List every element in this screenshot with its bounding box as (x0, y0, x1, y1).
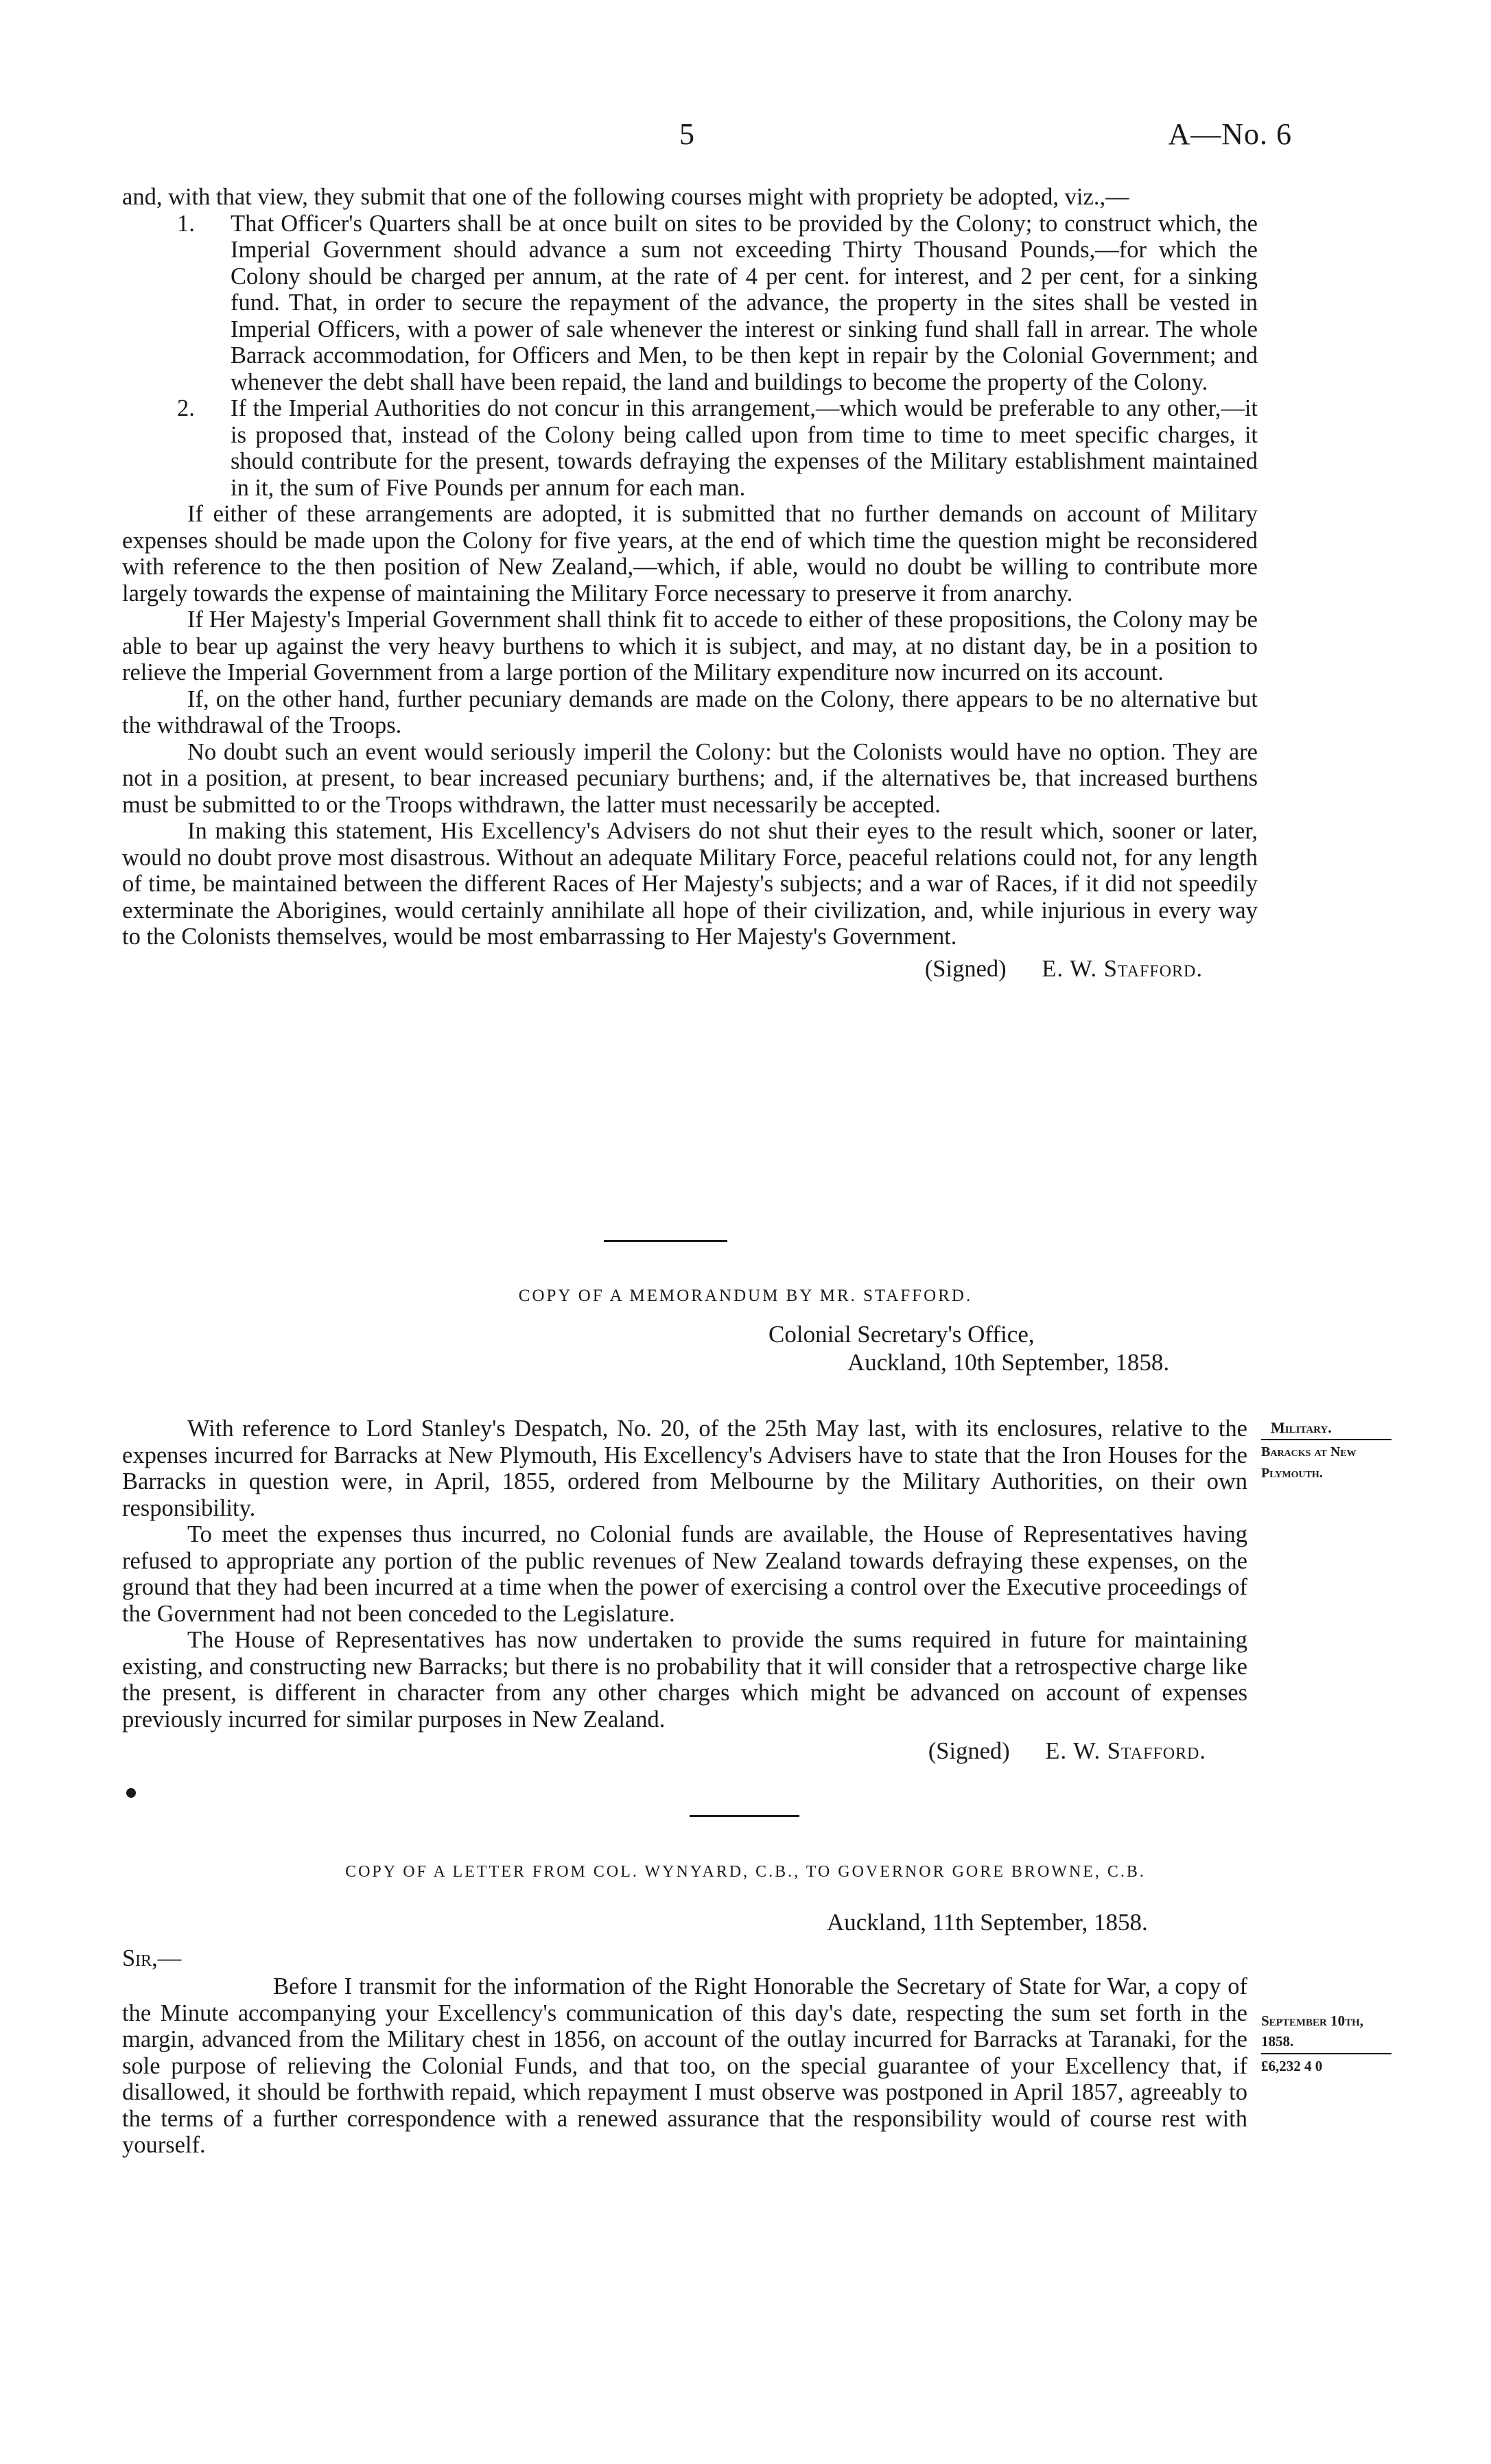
paragraph: Before I transmit for the information of the Right Honorable the Secretary of State for War, a copy of the Minute accompanying your Excellency's communication of this day's date, respecting the sum set forth in the margin, advanced from the Military chest in 1856, on account of the outlay incurred for Barracks at Taranaki, for the sole purpose of relieving the Colonial Funds, and that too, on the special guarantee of your Excellency that, if disallowed, it should be forthwith repaid, which repayment I must observe was postponed in April 1857, agreeably to the terms of a further correspondence with a renewed assurance that the responsibility would of course rest with yourself. (122, 1973, 1247, 2158)
memorandum-heading: COPY OF A MEMORANDUM BY MR. STAFFORD. (518, 1287, 973, 1305)
signatory: E. W. Stafford. (1042, 955, 1203, 982)
paragraph: The House of Representatives has now undertaken to provide the sums required in future for maintaining existing, and constructing new Barracks; but there is no probability that it will consider that a retrospective charge like the present, is different in character from any other charges which might be advanced on account of expenses previously incurred for similar purposes in New Zealand. (122, 1627, 1247, 1733)
document-reference: A—No. 6 (1168, 117, 1292, 151)
paragraph: If either of these arrangements are adopted, it is submitted that no further demands on account of Military expenses should be made upon the Colony for five years, at the end of which time the question might be reconsidered with reference to the then position of New Zealand,—which, if able, would no doubt be willing to contribute more largely towards the expense of maintaining the Military Force necessary to preserve it from anarchy. (122, 501, 1258, 607)
section-divider (604, 1240, 727, 1242)
office-line: Colonial Secretary's Office, (768, 1321, 1035, 1348)
paragraph: With reference to Lord Stanley's Despatch, No. 20, of the 25th May last, with its enclosures, relative to the expenses incurred for Barracks at New Plymouth, His Excellency's Advisers have to state that the Iron Houses for the Barracks in question were, in April, 1855, ordered from Melbourne by the Military Authorities, on their own responsibility. (122, 1416, 1247, 1521)
list-number: 1. (177, 210, 195, 237)
paragraph: In making this statement, His Excellency's Advisers do not shut their eyes to the result which, sooner or later, would no doubt prove most disastrous. Without an adequate Military Force, peaceful relations could not, for any length of time, be maintained between the different Races of Her Majesty's subjects; and a war of Races, if it did not speedily exterminate the Aborigines, would certainly annihilate all hope of their civilization, and, while injurious in every way to the Colonists themselves, would be most embarrassing to Her Majesty's Government. (122, 818, 1258, 950)
paragraph: No doubt such an event would seriously imperil the Colony: but the Colonists would have no option. They are not in a position, at present, to bear increased pecuniary burthens; and, if the alternatives be, that increased burthens must be submitted to or the Troops withdrawn, the latter must necessarily be accepted. (122, 738, 1258, 818)
margin-note-amount: £6,232 4 0 (1261, 2058, 1323, 2074)
margin-note-date: September 10th, (1261, 2013, 1364, 2029)
signed-label: (Signed) (928, 1738, 1010, 1764)
margin-note-rule (1261, 2053, 1392, 2054)
memorandum-body (122, 1416, 1247, 1765)
letter-body (122, 1973, 1247, 2159)
letter-dateline: Auckland, 11th September, 1858. (827, 1909, 1148, 1936)
list-item (122, 395, 1258, 501)
list-item (122, 211, 1258, 396)
signed-label: (Signed) (924, 955, 1007, 982)
signature-line (122, 1738, 1247, 1765)
list-number: 2. (177, 395, 195, 421)
margin-note-line: Plymouth. (1261, 1466, 1323, 1481)
page-header (0, 117, 1491, 158)
intro-paragraph: and, with that view, they submit that one of the following courses might with propriety be adopted, viz.,— (122, 184, 1129, 210)
margin-note-year: 1858. (1261, 2033, 1294, 2050)
signatory: E. W. Stafford. (1045, 1738, 1206, 1764)
memorandum-dateline: Auckland, 10th September, 1858. (847, 1349, 1170, 1376)
list-text: That Officer's Quarters shall be at once built on sites to be provided by the Colony; to construct which, the Imperial Government should advance a sum not exceeding Thirty Thousand Pounds,—for which the Colony should be charged per annum, at the rate of 4 per cent. for interest, and 2 per cent, for a sinking fund. That, in order to secure the repayment of the advance, the property in the sites shall be vested in Imperial Officers, with a power of sale whenever the interest or sinking fund shall fall in arrear. The whole Barrack accommodation, for Officers and Men, to be then kept in repair by the Colonial Government; and whenever the debt shall have been repaid, the land and buildings to become the property of the Colony. (231, 210, 1258, 395)
ink-dot (126, 1788, 136, 1798)
margin-note-rule (1261, 1439, 1392, 1440)
section-continuation (122, 184, 1258, 982)
section-divider (690, 1815, 799, 1817)
list-text: If the Imperial Authorities do not concur in this arrangement,—which would be preferable to any other,—it is proposed that, instead of the Colony being called upon from time to time to meet specific charges, it should contribute for the present, towards defraying the expenses of the Military establishment maintained in it, the sum of Five Pounds per annum for each man. (231, 395, 1258, 501)
page-number: 5 (679, 117, 694, 151)
margin-note-title: Military. (1271, 1419, 1332, 1436)
margin-note-line: Baracks at New (1261, 1444, 1357, 1459)
paragraph: If Her Majesty's Imperial Government shall think fit to accede to either of these propositions, the Colony may be able to bear up against the very heavy burthens to which it is subject, and may, at no distant day, be in a position to relieve the Imperial Government from a large portion of the Military expenditure now incurred on its account. (122, 607, 1258, 685)
letter-heading: COPY OF A LETTER FROM COL. WYNYARD, C.B., TO GOVERNOR GORE BROWNE, C.B. (345, 1863, 1146, 1881)
paragraph: To meet the expenses thus incurred, no Colonial funds are available, the House of Representatives having refused to appropriate any portion of the public revenues of New Zealand towards defraying these expenses, on the ground that they had been incurred at a time when the power of exercising a control over the Executive proceedings of the Government had not been conceded to the Legislature. (122, 1521, 1247, 1627)
signature-line (122, 956, 1258, 983)
salutation: Sir,— (122, 1945, 182, 1971)
paragraph: If, on the other hand, further pecuniary demands are made on the Colony, there appears to be no alternative but the withdrawal of the Troops. (122, 685, 1258, 738)
